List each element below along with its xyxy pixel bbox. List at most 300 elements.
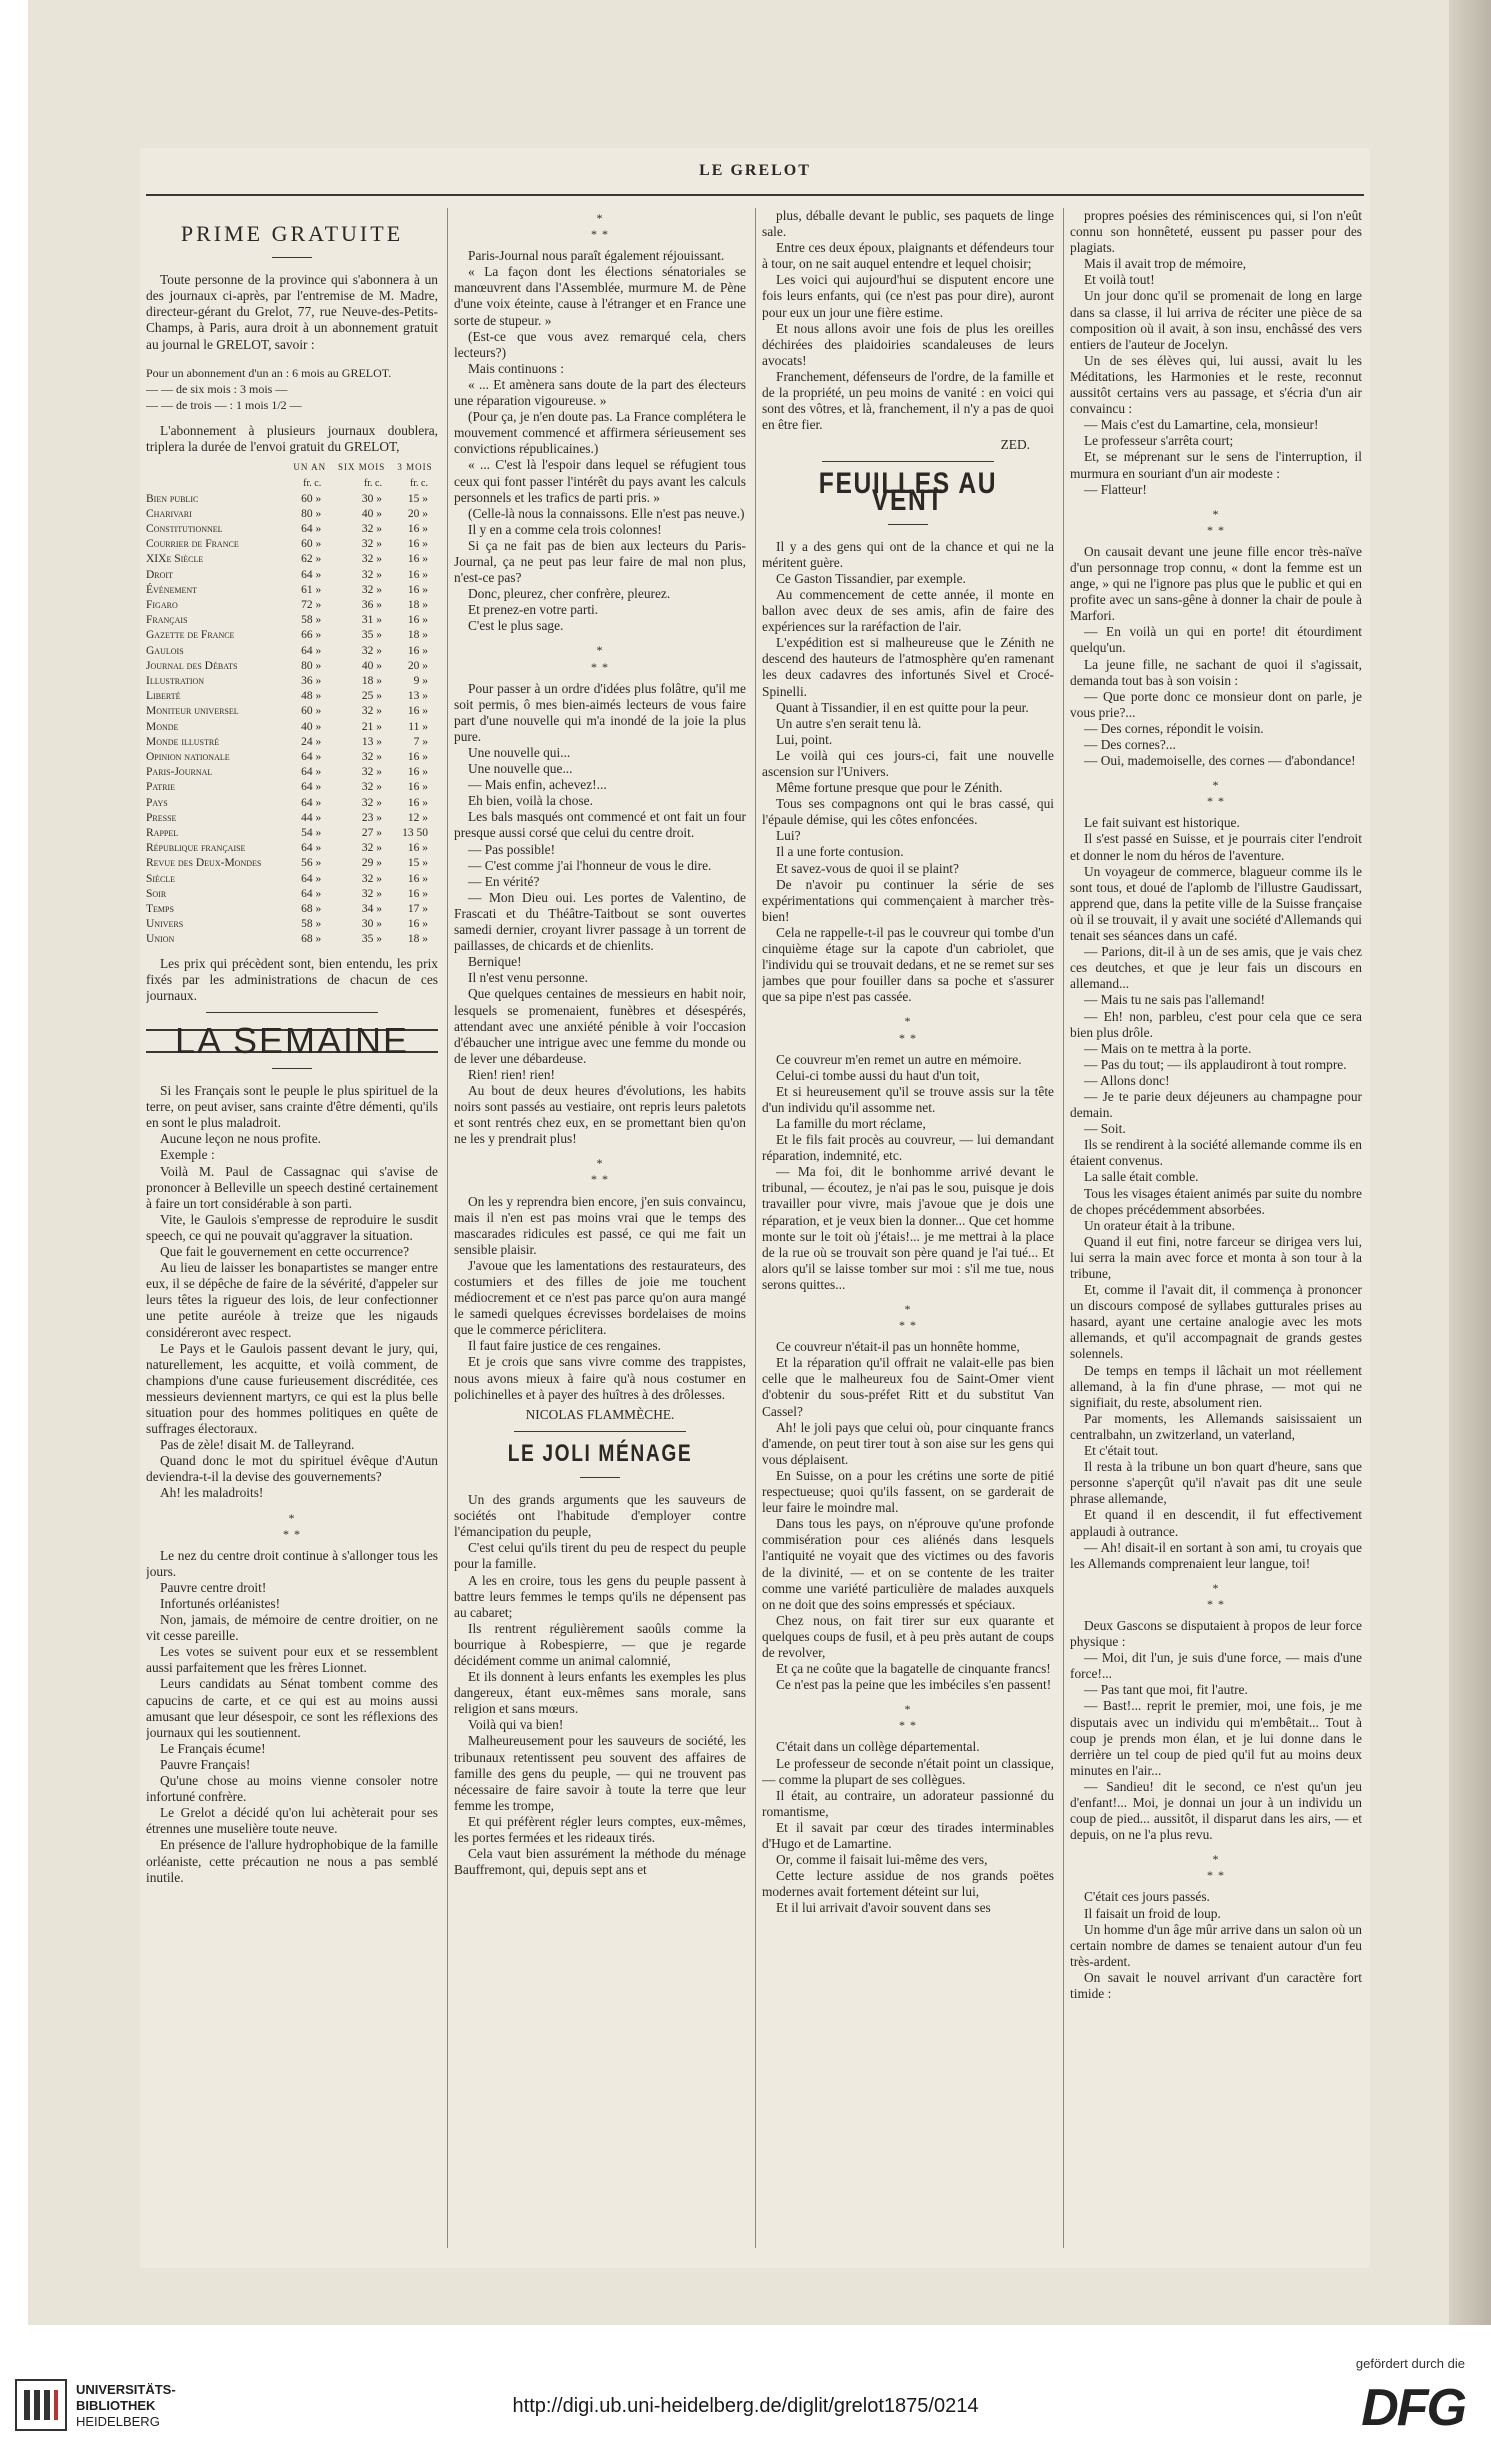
price-six-months: 13 »	[361, 735, 382, 748]
subscription-term: Pour un abonnement d'un an : 6 mois au GRELOT.	[146, 365, 392, 380]
column-3	[762, 208, 1054, 2258]
paragraph: — Bast!... reprit le premier, moi, une fois, je me disputais avec un individu qui m'embêtait... Tout à coup je prends mon élan, et je lui donne dans le derrière un tel coup de pied qu'il fut au moins deux minutes en l'air...	[1070, 1698, 1362, 1778]
paragraph: Ah! les maladroits!	[160, 1485, 264, 1501]
table-row	[146, 689, 438, 704]
page-fold-shadow	[1449, 0, 1491, 2325]
paragraph: Et c'était tout.	[1084, 1443, 1159, 1459]
journal-name: Droit	[146, 568, 173, 581]
price-three-months: 18 »	[407, 933, 428, 946]
menage-title: LE JOLI MÉNAGE	[507, 1439, 693, 1467]
college-body	[762, 1739, 1054, 1916]
table-row	[146, 856, 438, 871]
table-row	[146, 704, 438, 719]
table-row	[146, 765, 438, 780]
paragraph: Si les Français sont le peuple le plus spirituel de la terre, on peut aviser, sans crainte d'être démenti, qu'ils en sont le plus maladroit.	[146, 1083, 438, 1131]
table-row	[146, 887, 438, 902]
paragraph: plus, déballe devant le public, ses paquets de linge sale.	[762, 208, 1054, 240]
table-row	[146, 674, 438, 689]
paragraph: Le Grelot a décidé qu'on lui achèterait pour ses étrennes une muselière toute neuve.	[146, 1805, 438, 1837]
price-six-months: 34 »	[361, 903, 382, 916]
price-three-months: 16 »	[407, 750, 428, 763]
journal-name: Soir	[146, 887, 167, 900]
froid-body	[1070, 1889, 1362, 2002]
prime-footer: Les prix qui précèdent sont, bien entendu, les prix fixés par les administrations de chacun de ces journaux.	[146, 955, 438, 1003]
paragraph: — Mais on te mettra à la porte.	[1084, 1040, 1252, 1056]
price-year: 64 »	[301, 887, 322, 900]
paragraph: De n'avoir pu continuer la série de ses expérimentations qui commençaient à marcher très-bien!	[762, 876, 1054, 924]
library-name-line: HEIDELBERG	[76, 2414, 160, 2429]
price-three-months: 16 »	[407, 872, 428, 885]
price-year: 60 »	[301, 705, 322, 718]
paragraph: Au bout de deux heures d'évolutions, les habits noirs sont passés au vestiaire, ont repris leurs paletots et sont rentrés chez eux, en se promettant bien qu'on ne les y prendrait plus!	[454, 1082, 746, 1147]
paragraph: Au commencement de cette année, il monte en ballon avec deux de ses amis, afin de faire des expériences sur la raréfaction de l'air.	[762, 586, 1054, 635]
paragraph: — Je te parie deux déjeuners au champagne pour demain.	[1070, 1088, 1362, 1121]
column-separator	[447, 208, 448, 2248]
paragraph: Le nez du centre droit continue à s'allonger tous les jours.	[146, 1547, 438, 1579]
paragraph: Il faisait un froid de loup.	[1084, 1905, 1221, 1921]
paragraph: Il y a des gens qui ont de la chance et qui ne la méritent guère.	[762, 538, 1054, 570]
price-six-months: 32 »	[361, 644, 382, 657]
column-separator	[755, 208, 756, 2248]
paragraph: (Celle-là nous la connaissons. Elle n'est pas neuve.)	[468, 505, 745, 521]
unit-label: fr. c.	[409, 478, 428, 490]
paragraph: — Mais enfin, achevez!...	[468, 777, 607, 793]
paragraph: Un autre s'en serait tenu là.	[776, 715, 922, 731]
paragraph: Aucune leçon ne nous profite.	[160, 1131, 322, 1147]
table-row	[146, 750, 438, 765]
journal-name: Bien public	[146, 492, 199, 505]
signature: NICOLAS FLAMMÈCHE.	[525, 1406, 675, 1422]
divider	[206, 1012, 378, 1013]
table-row	[146, 598, 438, 613]
paragraph: — Ma foi, dit le bonhomme arrivé devant le tribunal, — écoutez, je n'ai pas le sou, puisque je dois travailler pour vivre, mais j'avoue que je dois une réparation, et je veux bien la donner... Que cet homme monte sur le toit où j'étais!... je me mettrai à la place de la rue où se trouvait son père quand je l'ai tué... Et alors qu'il se laisse tomber sur moi : s'il me tue, nous serons quittes...	[762, 1164, 1054, 1292]
price-three-months: 16 »	[407, 538, 428, 551]
table-row	[146, 552, 438, 567]
paragraph: Un homme d'un âge mûr arrive dans un salon où un certain nombre de dames se tenaient autour d'un feu très-ardent.	[1070, 1921, 1362, 1969]
price-six-months: 32 »	[361, 887, 382, 900]
section-asterism: * * *	[1207, 506, 1225, 537]
paragraph: Bernique!	[468, 954, 522, 970]
journal-name: Figaro	[146, 598, 178, 611]
price-six-months: 31 »	[361, 614, 382, 627]
journal-name: Univers	[146, 918, 184, 931]
divider	[514, 1431, 686, 1432]
paragraph: — Pas tant que moi, fit l'autre.	[1084, 1682, 1248, 1698]
paragraph: Le fait suivant est historique.	[1084, 815, 1240, 831]
unit-label: fr. c.	[363, 478, 382, 490]
paragraph: Le professeur s'arrêta court;	[1084, 433, 1234, 449]
paragraph: Et il savait par cœur des tirades interminables d'Hugo et de Lamartine.	[762, 1819, 1054, 1851]
journal-name: Courrier de France	[146, 538, 239, 551]
paragraph: Chez nous, on fait tirer sur eux quarante et quelques coups de fusil, et à peu près autant de coups de revolver,	[762, 1612, 1054, 1660]
funding-note: gefördert durch die	[1355, 2356, 1465, 2371]
paragraph: En présence de l'allure hydrophobique de la famille orléaniste, cette précaution ne nous a pas semblé inutile.	[146, 1837, 438, 1885]
bals-body	[454, 681, 746, 1148]
couvreur-body	[762, 1052, 1054, 1293]
price-year: 64 »	[301, 644, 322, 657]
table-row	[146, 796, 438, 811]
paragraph: Exemple :	[160, 1147, 215, 1163]
price-year: 58 »	[301, 918, 322, 931]
price-three-months: 16 »	[407, 887, 428, 900]
paragraph: Le Pays et le Gaulois passent devant le jury, qui, naturellement, les acquitte, et voilà comment, de champions d'une cause furieusement discréditée, ces messieurs deviennent martyrs, ce qui est la plus belle situation pour des hommes politiques en quête de suffrages électoraux.	[146, 1340, 438, 1437]
price-year: 61 »	[301, 583, 322, 596]
journal-name: Constitutionnel	[146, 522, 223, 535]
paragraph: Et nous allons avoir une fois de plus les oreilles déchirées des plaidoiries scandaleuses de leurs avocats!	[762, 320, 1054, 368]
journal-name: Rappel	[146, 827, 179, 839]
price-three-months: 16 »	[407, 705, 428, 718]
paragraph: Eh bien, voilà la chose.	[468, 793, 593, 809]
paragraph: propres poésies des réminiscences qui, si l'on n'eût connu son honnêteté, eussent pu passer pour des plagiats.	[1070, 208, 1362, 256]
title-dash	[454, 1466, 746, 1482]
journal-name: Temps	[146, 903, 174, 916]
table-row	[146, 872, 438, 887]
paragraph: — Mais c'est du Lamartine, cela, monsieur!	[1084, 417, 1319, 433]
gascons-body	[1070, 1618, 1362, 1843]
paragraph: Entre ces deux époux, plaignants et défendeurs tour à tour, on ne sait auquel entendre et lequel choisir;	[762, 240, 1054, 272]
table-row	[146, 628, 438, 643]
journal-name: Gazette de France	[146, 629, 235, 642]
table-row	[146, 644, 438, 659]
paragraph: C'est le plus sage.	[468, 618, 564, 634]
paragraph: Les voici qui aujourd'hui se disputent encore une fois leurs enfants, qui (ce n'est pas pour dire), auront pour eux un jour une fière estime.	[762, 272, 1054, 320]
price-six-months: 30 »	[361, 492, 382, 505]
journal-name: Événement	[146, 583, 198, 596]
journal-name: Pays	[146, 796, 168, 809]
table-row	[146, 659, 438, 674]
price-six-months: 32 »	[361, 538, 382, 551]
price-year: 58 »	[301, 614, 322, 627]
paragraph: Mais continuons :	[468, 360, 564, 376]
menage-body	[454, 1492, 746, 1878]
price-six-months: 40 »	[361, 659, 382, 672]
price-year: 62 »	[301, 553, 322, 566]
price-six-months: 35 »	[361, 933, 382, 946]
paragraph: Paris-Journal nous paraît également réjouissant.	[468, 248, 725, 264]
price-year: 80 »	[301, 507, 322, 520]
paragraph: Cela ne rappelle-t-il pas le couvreur qui tombe d'un cinquième étage sur la capote d'un cabriolet, que l'individu qui se trouvait dedans, et ne se remet sur ses jambes que pour fouiller dans sa poche et s'assurer que sa pipe n'est pas cassée.	[762, 924, 1054, 1005]
suisse-body	[1070, 815, 1362, 1571]
paragraph: Les votes se suivent pour eux et se ressemblent aussi parfaitement que les frères Lionnet.	[146, 1644, 438, 1676]
paragraph: Voilà M. Paul de Cassagnac qui s'avise de prononcer à Belleville un speech destiné certainement à faire un tort considérable à son parti.	[146, 1163, 438, 1211]
journal-name: Revue des Deux-Mondes	[146, 857, 262, 870]
paragraph: Même fortune presque que pour le Zénith.	[776, 780, 1003, 796]
table-row	[146, 522, 438, 537]
paragraph: Il s'est passé en Suisse, et je pourrais citer l'endroit et donner le nom du héros de l'aventure.	[1070, 831, 1362, 863]
paragraph: C'est celui qu'ils tirent du peu de respect du peuple pour la famille.	[454, 1540, 746, 1572]
price-year: 56 »	[301, 857, 322, 870]
unit-row	[146, 476, 438, 491]
journal-name: Journal des Débats	[146, 659, 238, 672]
paragraph: Les bals masqués ont commencé et ont fait un four presque aussi corsé que celui du centre droit.	[454, 809, 746, 841]
paris-journal-body	[454, 248, 746, 634]
paragraph: Le professeur de seconde n'était point un classique, — comme la plupart de ses collègues.	[762, 1755, 1054, 1787]
paragraph: Leurs candidats au Sénat tombent comme des capucins de carte, et ce qui est au moins aussi amusant que leur désespoir, ce sont les réflexions des journaux qui les soutiennent.	[146, 1676, 438, 1740]
paragraph: Et si heureusement qu'il se trouve assis sur la tête d'un individu qu'il assomme net.	[762, 1083, 1054, 1115]
paragraph: — Pas du tout; — ils applaudiront à tout rompre.	[1084, 1056, 1347, 1072]
price-year: 64 »	[301, 568, 322, 581]
price-six-months: 32 »	[361, 568, 382, 581]
price-six-months: 32 »	[361, 553, 382, 566]
price-six-months: 32 »	[361, 781, 382, 794]
subscription-terms	[146, 365, 438, 413]
column-header: 3 MOIS	[397, 462, 433, 473]
feuilles-title: FEUILLES AU VENT	[818, 467, 998, 517]
journal-name: Charivari	[146, 507, 192, 520]
price-six-months: 32 »	[361, 522, 382, 535]
paragraph: Ils rentrent régulièrement saoûls comme la bourrique à Robespierre, — que je regarde décidément comme un animal calomnié,	[454, 1620, 746, 1668]
paragraph: — Ah! disait-il en sortant à son ami, tu croyais que les Allemands comprenaient leur langue, toi!	[1070, 1539, 1362, 1571]
paragraph: Un orateur était à la tribune.	[1084, 1217, 1235, 1233]
price-six-months: 40 »	[361, 507, 382, 520]
paragraph: « ... C'est là l'espoir dans lequel se réfugient tous ceux qui font passer l'intérêt du pays avant les calculs personnels et les trafics de parti pris. »	[454, 457, 746, 505]
paragraph: Pauvre centre droit!	[160, 1579, 267, 1595]
section-asterism: * * *	[283, 1510, 301, 1541]
paragraph: Et je crois que sans vivre comme des trappistes, nous avons mieux à faire qu'à nous costumer en polichinelles et à payer des huîtres à des drôlesses.	[454, 1354, 746, 1402]
paragraph: Un des grands arguments que les sauveurs de sociétés ont l'habitude d'employer contre l'émancipation du peuple,	[454, 1492, 746, 1540]
paragraph: — Mon Dieu oui. Les portes de Valentino, de Frascati et du Théâtre-Taitbout se sont ouvertes samedi dernier, croyant livrer passage à un torrent de paillasses, de chicards et de chienlits.	[454, 889, 746, 954]
paragraph: « ... Et amènera sans doute de la part des électeurs une réparation vigoureuse. »	[454, 376, 746, 409]
paragraph: (Pour ça, je n'en doute pas. La France complétera le mouvement commencé et affirmera sérieusement ses convictions républicaines.)	[454, 409, 746, 457]
column-2	[454, 208, 746, 2258]
journal-name: Gaulois	[146, 644, 184, 657]
paragraph: Si ça ne fait pas de bien aux lecteurs du Paris-Journal, ça ne peut pas leur faire de mal non plus, n'est-ce pas?	[454, 537, 746, 586]
paragraph: Et savez-vous de quoi il se plaint?	[776, 860, 959, 876]
price-three-months: 13 »	[407, 690, 428, 703]
prime-para: L'abonnement à plusieurs journaux doublera, triplera la durée de l'envoi gratuit du GRELOT,	[146, 422, 438, 455]
cornes-body	[1070, 544, 1362, 769]
paragraph: — Soit.	[1084, 1121, 1126, 1137]
paragraph: Vite, le Gaulois s'empresse de reproduire le susdit speech, ce qui ne pouvait qu'aggraver la situation.	[146, 1211, 438, 1243]
subscription-term: — — de six mois : 3 mois —	[146, 381, 288, 396]
price-six-months: 32 »	[361, 583, 382, 596]
paragraph: On les y reprendra bien encore, j'en suis convaincu, mais il n'en est pas moins vrai que le temps des mascarades ridicules est passé, ce qui me fait un sensible plaisir.	[454, 1193, 746, 1257]
price-three-months: 16 »	[407, 522, 428, 535]
price-six-months: 32 »	[361, 842, 382, 855]
price-three-months: 15 »	[407, 857, 428, 870]
price-year: 68 »	[301, 933, 322, 946]
paragraph: Ils se rendirent à la société allemande comme ils en étaient convenus.	[1070, 1137, 1362, 1169]
paragraph: Et ça ne coûte que la bagatelle de cinquante francs!	[776, 1661, 1051, 1677]
paragraph: Quand il eut fini, notre farceur se dirigea vers lui, lui serra la main avec force et monta à son tour à la tribune,	[1070, 1233, 1362, 1281]
paragraph: — Des cornes, répondit le voisin.	[1084, 720, 1264, 736]
paragraph: — Oui, mademoiselle, des cornes — d'abondance!	[1084, 753, 1356, 769]
journal-name: Illustration	[146, 674, 205, 687]
menage-continued	[762, 208, 1054, 433]
price-six-months: 32 »	[361, 750, 382, 763]
price-year: 64 »	[301, 522, 322, 535]
semaine-title: LA SEMAINE	[146, 1029, 438, 1053]
feuilles-body	[762, 539, 1054, 1006]
paragraph: Par moments, les Allemands saisissaient un centralbahn, un zwitzerland, un vaterland,	[1070, 1410, 1362, 1442]
library-name-line: BIBLIOTHEK	[76, 2398, 156, 2413]
paragraph: — En voilà un qui en porte! dit étourdiment quelqu'un.	[1070, 624, 1362, 656]
price-six-months: 25 »	[361, 690, 382, 703]
paragraph: Il était, au contraire, un adorateur passionné du romantisme,	[762, 1787, 1054, 1819]
table-row	[146, 613, 438, 628]
paragraph: Que quelques centaines de messieurs en habit noir, lesquels se promenaient, funèbres et désespérés, attendant avec une anxiété pénible à voir l'occasion d'ébaucher une intrigue avec une femme du monde ou de lever une débardeuse.	[454, 986, 746, 1066]
paragraph: Et quand il en descendit, il fut effectivement applaudi à outrance.	[1070, 1507, 1362, 1539]
paragraph: C'était dans un collège départemental.	[776, 1739, 980, 1755]
paragraph: Celui-ci tombe aussi du haut d'un toit,	[776, 1067, 980, 1083]
price-year: 64 »	[301, 842, 322, 855]
semaine-body	[146, 1083, 438, 1501]
paragraph: Le Français écume!	[160, 1740, 266, 1756]
price-six-months: 35 »	[361, 629, 382, 642]
paragraph: Et ils donnent à leurs enfants les exemples les plus dangereux, étant eux-mêmes sans morale, sans religion et sans mœurs.	[454, 1669, 746, 1717]
price-year: 48 »	[301, 690, 322, 703]
price-three-months: 16 »	[407, 781, 428, 794]
paragraph: L'expédition est si malheureuse que le Zénith ne descend des hauteurs de l'atmosphère qu'en ramenant les deux cadavres des infortunés Sivel et Crocé-Spinelli.	[762, 635, 1054, 699]
permalink-url[interactable]: http://digi.ub.uni-heidelberg.de/diglit/grelot1875/0214	[512, 2395, 979, 2417]
paragraph: Pauvre Français!	[160, 1756, 251, 1772]
paragraph: Donc, pleurez, cher confrère, pleurez.	[468, 586, 671, 602]
table-row	[146, 811, 438, 826]
price-year: 44 »	[301, 811, 322, 824]
journal-name: Français	[146, 614, 188, 627]
price-three-months: 16 »	[407, 568, 428, 581]
price-three-months: 9 »	[413, 674, 428, 687]
paragraph: J'avoue que les lamentations des restaurateurs, des costumiers et des filles de joie me touchent médiocrement et ce n'est pas parce qu'on aura mangé le samedi quelques écrevisses bordelaises de moins que le commerce périclitera.	[454, 1257, 746, 1338]
price-six-months: 29 »	[361, 857, 382, 870]
price-three-months: 15 »	[407, 492, 428, 505]
paragraph: Et, comme il l'avait dit, il commença à prononcer un discours composé de syllabes gutturales prises au hasard, ayant une certaine analogie avec les mots allemands, et qu'il accompagnait de grands gestes solennels.	[1070, 1282, 1362, 1362]
journal-price-table	[146, 459, 438, 948]
dfg-logo[interactable]: DFG	[1361, 2379, 1465, 2437]
paragraph: La salle était comble.	[1084, 1169, 1199, 1185]
paragraph: C'était ces jours passés.	[1084, 1889, 1210, 1905]
paragraph: Ah! le joli pays que celui où, pour cinquante francs d'amende, on peut tirer tout à son aise sur les gens qui vous déplaisent.	[762, 1419, 1054, 1467]
price-three-months: 16 »	[407, 583, 428, 596]
paragraph: Deux Gascons se disputaient à propos de leur force physique :	[1070, 1617, 1362, 1650]
price-year: 66 »	[301, 629, 322, 642]
paragraph: — Eh! non, parbleu, c'est pour cela que ce sera bien plus drôle.	[1070, 1008, 1362, 1040]
price-year: 64 »	[301, 796, 322, 809]
price-three-months: 16 »	[407, 842, 428, 855]
paragraph: Non, jamais, de mémoire de centre droitier, on ne vit cesse pareille.	[146, 1612, 438, 1644]
price-three-months: 13 50	[402, 827, 428, 839]
paragraph: Or, comme il faisait lui-même des vers,	[776, 1852, 988, 1868]
paragraph: — Sandieu! dit le second, ce n'est qu'un jeu d'enfant!... Moi, je donnai un jour à un individu un coup de pied... aussitôt, il disparut dans les airs, — et depuis, on ne l'a plus revu.	[1070, 1778, 1362, 1843]
paragraph: — Pas possible!	[468, 841, 556, 857]
honnete-body	[762, 1339, 1054, 1693]
price-year: 64 »	[301, 872, 322, 885]
price-year: 36 »	[301, 674, 322, 687]
paragraph: Pas de zèle! disait M. de Talleyrand.	[160, 1437, 355, 1453]
price-three-months: 7 »	[413, 735, 428, 748]
paragraph: Un voyageur de commerce, blagueur comme ils le sont tous, et doué de l'aplomb de l'illustre Gaudissart, apprend que, dans la petite ville de la Suisse française où il se trouvait, il y avait une société d'Allemands qui tenait ses séances dans un café.	[1070, 863, 1362, 944]
paragraph: Le voilà qui ces jours-ci, fait une nouvelle ascension sur l'Univers.	[762, 747, 1054, 779]
paragraph: Et, se méprenant sur le sens de l'interruption, il murmura en souriant d'un air modeste :	[1070, 449, 1362, 481]
paragraph: Pour passer à un ordre d'idées plus folâtre, qu'il me soit permis, ô mes bien-aimés lecteurs de vous faire part d'une nouvelle qui m'a inondé de la joie la plus pure.	[454, 680, 746, 744]
journal-name: Union	[146, 933, 175, 946]
paragraph: Il faut faire justice de ces rengaines.	[468, 1338, 661, 1354]
paragraph: Il resta à la tribune un bon quart d'heure, sans que personne s'aperçût qu'il n'avait pas dit une seule phrase allemande,	[1070, 1459, 1362, 1507]
price-year: 68 »	[301, 903, 322, 916]
paragraph: On causait devant une jeune fille encor très-naïve d'un personnage trop connu, « dont la femme est un ange, » qui ne l'ignore pas plus que le public et qui en profite avec un sans-gêne à donner la chair de poule à Marfori.	[1070, 543, 1362, 624]
paragraph: Lui?	[776, 828, 801, 844]
paragraph: — Que porte donc ce monsieur dont on parle, je vous prie?...	[1070, 688, 1362, 720]
paragraph: Quant à Tissandier, il en est quitte pour la peur.	[776, 699, 1029, 715]
paragraph: A les en croire, tous les gens du peuple passent à battre leurs femmes le temps qu'ils ne dépensent pas au cabaret;	[454, 1572, 746, 1620]
journal-name: Monde illustré	[146, 735, 220, 748]
column-header: UN AN	[293, 462, 327, 473]
price-three-months: 20 »	[407, 659, 428, 672]
price-three-months: 11 »	[408, 720, 428, 733]
journal-name: Liberté	[146, 690, 181, 703]
divider	[822, 461, 994, 462]
paragraph: Et prenez-en votre parti.	[468, 602, 599, 618]
price-three-months: 20 »	[407, 507, 428, 520]
price-six-months: 32 »	[361, 872, 382, 885]
table-row	[146, 917, 438, 932]
section-asterism: * * *	[1207, 778, 1225, 809]
paragraph: Et voilà tout!	[1084, 272, 1155, 288]
column-header: SIX MOIS	[337, 462, 386, 473]
price-year: 72 »	[301, 598, 322, 611]
table-header	[146, 459, 438, 476]
table-row	[146, 735, 438, 750]
paragraph: Ce couvreur n'était-il pas un honnête homme,	[776, 1339, 1020, 1355]
paragraph: Un de ses élèves qui, lui aussi, avait lu les Méditations, les Harmonies et le reste, reconnut aussitôt certains vers au passage, et s'écria d'un air convaincu :	[1070, 352, 1362, 417]
paragraph: Tous ses compagnons ont qui le bras cassé, qui l'épaule démise, qui les côtes enfoncées.	[762, 796, 1054, 828]
paragraph: — C'est comme j'ai l'honneur de vous le dire.	[468, 857, 712, 873]
paragraph: Lui, point.	[776, 731, 833, 747]
paragraph: (Est-ce que vous avez remarqué cela, chers lecteurs?)	[454, 328, 746, 360]
table-row	[146, 568, 438, 583]
price-year: 64 »	[301, 750, 322, 763]
paragraph: Il y en a comme cela trois colonnes!	[468, 521, 662, 537]
journal-name: Siècle	[146, 872, 176, 885]
paragraph: Et qui préfèrent régler leurs comptes, eux-mêmes, les portes fermées et les rideaux tirés.	[454, 1813, 746, 1845]
journal-name: Presse	[146, 811, 177, 824]
table-row	[146, 841, 438, 856]
title-dash	[146, 246, 438, 262]
paragraph: Une nouvelle que...	[468, 761, 573, 777]
paragraph: La jeune fille, ne sachant de quoi il s'agissait, demanda tout bas à son voisin :	[1070, 656, 1362, 688]
paragraph: Ce Gaston Tissandier, par exemple.	[776, 570, 966, 586]
price-three-months: 16 »	[407, 614, 428, 627]
price-six-months: 32 »	[361, 796, 382, 809]
price-three-months: 12 »	[407, 811, 428, 824]
paragraph: Voilà qui va bien!	[468, 1717, 564, 1733]
price-three-months: 16 »	[407, 766, 428, 779]
paragraph: Cela vaut bien assurément la méthode du ménage Bauffremont, qui, depuis sept ans et	[454, 1846, 746, 1878]
price-six-months: 23 »	[361, 811, 382, 824]
paragraph: Un jour donc qu'il se promenait de long en large dans sa classe, il lui arriva de réciter une pièce de sa composition où il avait, à son insu, enchâssé des vers entiers de l'auteur de Jocelyn.	[1070, 288, 1362, 352]
paragraph: Qu'une chose au moins vienne consoler notre infortuné confrère.	[146, 1773, 438, 1805]
college-continued	[1070, 208, 1362, 498]
paragraph: — Moi, dit l'un, je suis d'une force, — mais d'une force!...	[1070, 1650, 1362, 1682]
paragraph: — Flatteur!	[1084, 481, 1147, 497]
section-asterism: * * *	[899, 1302, 917, 1333]
newspaper-page	[140, 148, 1370, 2268]
masthead-rule	[146, 194, 1364, 196]
unit-label: fr. c.	[303, 478, 322, 490]
section-asterism: * * *	[591, 1156, 609, 1187]
prime-title: PRIME GRATUITE	[180, 221, 404, 246]
section-asterism: * * *	[591, 643, 609, 674]
journal-name: Moniteur universel	[146, 705, 239, 718]
price-three-months: 17 »	[407, 903, 428, 916]
table-row	[146, 902, 438, 917]
paragraph: De temps en temps il lâchait un mot réellement allemand, à la fin d'une phrase, — mot qui ne signifiait, du reste, absolument rien.	[1070, 1362, 1362, 1410]
journal-name: Monde	[146, 720, 179, 733]
paragraph: Que fait le gouvernement en cette occurrence?	[160, 1244, 410, 1260]
journal-name: Opinion nationale	[146, 750, 230, 763]
price-six-months: 30 »	[361, 918, 382, 931]
paragraph: Rien! rien! rien!	[468, 1066, 555, 1082]
